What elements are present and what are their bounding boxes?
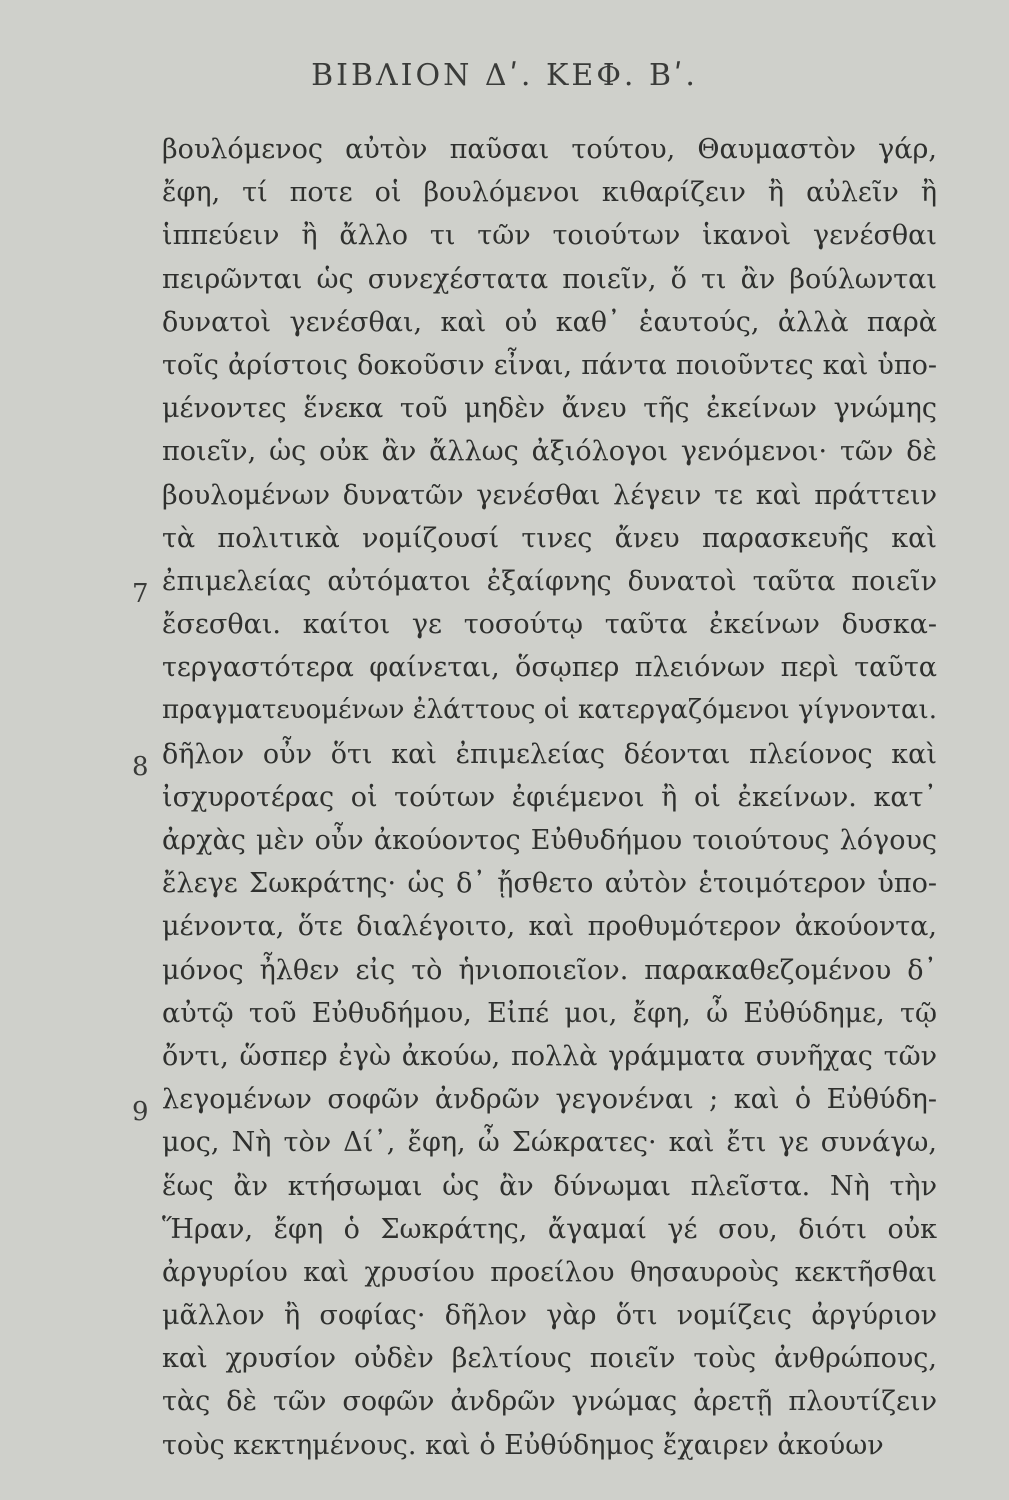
section-number-7: 7 [132, 579, 149, 609]
text-line: ἔλεγε Σωκράτης· ὡς δ᾽ ᾔσθετο αὐτὸν ἑτοιμότερον ὑπο- [162, 868, 937, 900]
text-line: τοὺς κεκτημένους. καὶ ὁ Εὐθύδημος ἔχαιρεν ἀκούων [162, 1429, 884, 1461]
text-line: τοῖς ἀρίστοις δοκοῦσιν εἶναι, πάντα ποιοῦντες καὶ ὑπο- [162, 349, 937, 381]
text-line: τὰς δὲ τῶν σοφῶν ἀνδρῶν γνώμας ἀρετῇ πλουτίζειν [162, 1386, 937, 1418]
text-line: μένοντα, ὅτε διαλέγοιτο, καὶ προθυμότερον ἀκούοντα, [162, 911, 937, 943]
body-text [162, 128, 937, 1467]
text-line: βουλομένων δυνατῶν γενέσθαι λέγειν τε καὶ πράττειν [162, 479, 937, 511]
text-line: δῆλον οὖν ὅτι καὶ ἐπιμελείας δέονται πλείονος καὶ [162, 738, 937, 770]
text-line: πειρῶνται ὡς συνεχέστατα ποιεῖν, ὅ τι ἂν βούλωνται [162, 263, 937, 295]
text-line: ἕως ἂν κτήσωμαι ὡς ἂν δύνωμαι πλεῖστα. Νὴ τὴν [162, 1170, 937, 1202]
text-line: ἱππεύειν ἢ ἄλλο τι τῶν τοιούτων ἱκανοὶ γενέσθαι [162, 220, 937, 252]
text-line: μος, Νὴ τὸν Δί᾽, ἔφη, ὦ Σώκρατες· καὶ ἔτι γε συνάγω, [162, 1127, 937, 1159]
text-line: ἰσχυροτέρας οἱ τούτων ἐφιέμενοι ἢ οἱ ἐκείνων. κατ᾽ [162, 781, 937, 813]
text-line: ἔφη, τί ποτε οἱ βουλόμενοι κιθαρίζειν ἢ αὐλεῖν ἢ [162, 177, 937, 209]
running-header: ΒΙΒΛΙΟΝ Δʹ. ΚΕΦ. Βʹ. [311, 58, 698, 93]
section-number-9: 9 [132, 1097, 149, 1127]
text-line: αὐτῷ τοῦ Εὐθυδήμου, Εἰπέ μοι, ἔφη, ὦ Εὐθύδημε, τῷ [162, 997, 937, 1029]
text-line: λεγομένων σοφῶν ἀνδρῶν γεγονέναι ; καὶ ὁ Εὐθύδη- [162, 1084, 937, 1116]
text-line: ἀργυρίου καὶ χρυσίου προείλου θησαυροὺς κεκτῆσθαι [162, 1256, 937, 1288]
text-line: τὰ πολιτικὰ νομίζουσί τινες ἄνευ παρασκευῆς καὶ [162, 522, 937, 554]
text-line: τεργαστότερα φαίνεται, ὅσῳπερ πλειόνων περὶ ταῦτα [162, 652, 937, 684]
text-line: δυνατοὶ γενέσθαι, καὶ οὐ καθ᾽ ἑαυτούς, ἀλλὰ παρὰ [162, 306, 937, 338]
text-line: μᾶλλον ἢ σοφίας· δῆλον γὰρ ὅτι νομίζεις ἀργύριον [162, 1300, 937, 1332]
text-line: μένοντες ἕνεκα τοῦ μηδὲν ἄνευ τῆς ἐκείνων γνώμης [162, 393, 937, 425]
text-line: καὶ χρυσίον οὐδὲν βελτίους ποιεῖν τοὺς ἀνθρώπους, [162, 1343, 937, 1375]
text-line: ποιεῖν, ὡς οὐκ ἂν ἄλλως ἀξιόλογοι γενόμενοι· τῶν δὲ [162, 436, 937, 468]
text-line: ἔσεσθαι. καίτοι γε τοσούτῳ ταῦτα ἐκείνων δυσκα- [162, 609, 937, 641]
text-line: μόνος ἦλθεν εἰς τὸ ἡνιοποιεῖον. παρακαθεζομένου δ᾽ [162, 954, 937, 986]
text-line: ὄντι, ὥσπερ ἐγὼ ἀκούω, πολλὰ γράμματα συνῆχας τῶν [162, 1040, 937, 1072]
text-line: Ἥραν, ἔφη ὁ Σωκράτης, ἄγαμαί γέ σου, διότι οὐκ [162, 1213, 937, 1245]
section-number-8: 8 [132, 752, 149, 782]
text-line: ἀρχὰς μὲν οὖν ἀκούοντος Εὐθυδήμου τοιούτους λόγους [162, 825, 937, 856]
text-line: πραγματευομένων ἐλάττους οἱ κατεργαζόμενοι γίγνονται. [162, 695, 937, 726]
text-line: ἐπιμελείας αὐτόματοι ἐξαίφνης δυνατοὶ ταῦτα ποιεῖν [162, 565, 937, 597]
text-line: βουλόμενος αὐτὸν παῦσαι τούτου, Θαυμαστὸν γάρ, [162, 134, 937, 165]
